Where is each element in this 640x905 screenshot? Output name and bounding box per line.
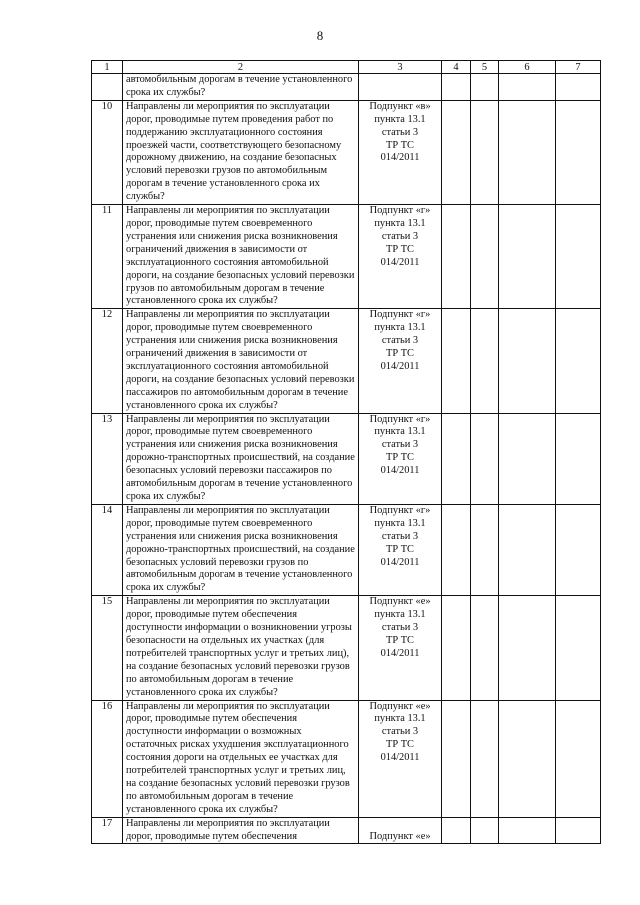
reference-line: статьи 3 — [381, 335, 419, 347]
legal-reference — [359, 100, 442, 204]
table-row — [92, 74, 601, 101]
column-header: 3 — [359, 61, 442, 74]
reference-line: статьи 3 — [381, 230, 419, 242]
reference-line: Подпункт «в» — [369, 100, 431, 112]
reference-line: пункта 13.1 — [374, 322, 426, 334]
answer-cell — [471, 596, 499, 700]
answer-cell — [471, 74, 499, 101]
reference-line: ТР ТС — [385, 452, 414, 464]
answer-cell — [556, 205, 601, 309]
answer-cell — [499, 596, 556, 700]
row-number: 14 — [92, 504, 123, 595]
table-row — [92, 817, 601, 844]
answer-cell — [556, 100, 601, 204]
column-header: 2 — [123, 61, 359, 74]
answer-cell — [442, 504, 471, 595]
column-header: 5 — [471, 61, 499, 74]
answer-cell — [442, 817, 471, 844]
reference-line: Подпункт «е» — [369, 596, 431, 608]
reference-line: 014/2011 — [380, 256, 420, 268]
reference-line: ТР ТС — [385, 348, 414, 360]
row-number: 17 — [92, 817, 123, 844]
answer-cell — [471, 100, 499, 204]
reference-line: пункта 13.1 — [374, 713, 426, 725]
column-header: 4 — [442, 61, 471, 74]
row-number: 11 — [92, 205, 123, 309]
reference-line: 014/2011 — [380, 360, 420, 372]
reference-line: 014/2011 — [380, 647, 420, 659]
answer-cell — [471, 700, 499, 817]
answer-cell — [471, 309, 499, 413]
reference-line: 014/2011 — [380, 152, 420, 164]
answer-cell — [499, 700, 556, 817]
reference-line: ТР ТС — [385, 139, 414, 151]
reference-line: пункта 13.1 — [374, 426, 426, 438]
row-number — [92, 74, 123, 101]
reference-line: ТР ТС — [385, 634, 414, 646]
answer-cell — [499, 309, 556, 413]
answer-cell — [471, 413, 499, 504]
reference-line: ТР ТС — [385, 243, 414, 255]
answer-cell — [471, 817, 499, 844]
reference-line: пункта 13.1 — [374, 517, 426, 529]
answer-cell — [556, 309, 601, 413]
answer-cell — [499, 74, 556, 101]
table-body — [92, 74, 601, 844]
header-row — [92, 61, 601, 74]
answer-cell — [442, 700, 471, 817]
reference-line: Подпункт «г» — [369, 309, 431, 321]
reference-line: статьи 3 — [381, 726, 419, 738]
reference-line: статьи 3 — [381, 622, 419, 634]
answer-cell — [499, 100, 556, 204]
checklist-table — [91, 60, 601, 844]
column-header: 1 — [92, 61, 123, 74]
row-number: 15 — [92, 596, 123, 700]
legal-reference — [359, 700, 442, 817]
question-text: Направлены ли мероприятия по эксплуатации дорог, проводимые путем своевременного устранения или снижения риска возникновения дорожно-транспортных происшествий, на создание безопасных условий перевозки пассажиров по автомобильным дорогам в течение установленного срока их службы? — [123, 413, 359, 504]
question-text: Направлены ли мероприятия по эксплуатации дорог, проводимые путем проведения работ по поддержанию эксплуатационного состояния проезжей части, соответствующего безопасному дорожному движению, на создание безопасных условий перевозки грузов по автомобильным дорогам в течение установленного срока их службы? — [123, 100, 359, 204]
reference-line: Подпункт «е» — [369, 830, 431, 842]
row-number: 10 — [92, 100, 123, 204]
legal-reference — [359, 596, 442, 700]
reference-line: 014/2011 — [380, 752, 420, 764]
reference-line: статьи 3 — [381, 439, 419, 451]
reference-line: 014/2011 — [380, 465, 420, 477]
reference-line: ТР ТС — [385, 543, 414, 555]
answer-cell — [499, 205, 556, 309]
legal-reference — [359, 309, 442, 413]
answer-cell — [442, 205, 471, 309]
table-row — [92, 596, 601, 700]
answer-cell — [499, 817, 556, 844]
legal-reference — [359, 413, 442, 504]
question-text: Направлены ли мероприятия по эксплуатации дорог, проводимые путем своевременного устранения или снижения риска возникновения дорожно-транспортных происшествий, на создание безопасных условий перевозки грузов по автомобильным дорогам в течение установленного срока их службы? — [123, 504, 359, 595]
table-row — [92, 700, 601, 817]
legal-reference — [359, 205, 442, 309]
row-number: 12 — [92, 309, 123, 413]
legal-reference — [359, 817, 442, 844]
page-number: 8 — [316, 28, 324, 43]
answer-cell — [442, 74, 471, 101]
answer-cell — [556, 413, 601, 504]
reference-line: пункта 13.1 — [374, 217, 426, 229]
reference-line: пункта 13.1 — [374, 609, 426, 621]
question-text: автомобильным дорогам в течение установленного срока их службы? — [123, 74, 359, 101]
column-header: 7 — [556, 61, 601, 74]
reference-line: Подпункт «г» — [369, 413, 431, 425]
answer-cell — [442, 309, 471, 413]
table-row — [92, 504, 601, 595]
answer-cell — [442, 596, 471, 700]
answer-cell — [442, 100, 471, 204]
answer-cell — [471, 205, 499, 309]
answer-cell — [556, 700, 601, 817]
question-text: Направлены ли мероприятия по эксплуатации дорог, проводимые путем обеспечения доступности информации о возникновении угрозы безопасности на отдельных их участках (для потребителей транспортных услуг и третьих лиц), на создание безопасных условий перевозки грузов по автомобильным дорогам в течение установленного срока их службы? — [123, 596, 359, 700]
answer-cell — [442, 413, 471, 504]
row-number: 16 — [92, 700, 123, 817]
answer-cell — [471, 504, 499, 595]
reference-line: 014/2011 — [380, 556, 420, 568]
answer-cell — [499, 504, 556, 595]
answer-cell — [499, 413, 556, 504]
question-text: Направлены ли мероприятия по эксплуатации дорог, проводимые путем своевременного устранения или снижения риска возникновения ограничений движения в зависимости от эксплуатационного состояния автомобильной дороги, на создание безопасных условий перевозки грузов по автомобильным дорогам в течение установленного срока их службы? — [123, 205, 359, 309]
reference-line: статьи 3 — [381, 530, 419, 542]
table-row — [92, 100, 601, 204]
question-text: Направлены ли мероприятия по эксплуатации дорог, проводимые путем обеспечения доступности информации о возможных остаточных рисках ухудшения эксплуатационного состояния дороги на отдельных ее участках для потребителей транспортных услуг и третьих лиц, на создание безопасных условий перевозки грузов по автомобильным дорогам в течение установленного срока их службы? — [123, 700, 359, 817]
answer-cell — [556, 504, 601, 595]
legal-reference — [359, 74, 442, 101]
question-text: Направлены ли мероприятия по эксплуатации дорог, проводимые путем обеспечения — [123, 817, 359, 844]
row-number: 13 — [92, 413, 123, 504]
reference-line: Подпункт «е» — [369, 700, 431, 712]
table-row — [92, 413, 601, 504]
question-text: Направлены ли мероприятия по эксплуатации дорог, проводимые путем своевременного устранения или снижения риска возникновения ограничений движения в зависимости от эксплуатационного состояния автомобильной дороги, на создание безопасных условий перевозки пассажиров по автомобильным дорогам в течение установленного срока их службы? — [123, 309, 359, 413]
answer-cell — [556, 817, 601, 844]
table-row — [92, 205, 601, 309]
column-header: 6 — [499, 61, 556, 74]
reference-line: статьи 3 — [381, 126, 419, 138]
reference-line: пункта 13.1 — [374, 113, 426, 125]
answer-cell — [556, 596, 601, 700]
reference-line: Подпункт «г» — [369, 504, 431, 516]
table-row — [92, 309, 601, 413]
answer-cell — [556, 74, 601, 101]
reference-line: ТР ТС — [385, 739, 414, 751]
reference-line: Подпункт «г» — [369, 205, 431, 217]
legal-reference — [359, 504, 442, 595]
